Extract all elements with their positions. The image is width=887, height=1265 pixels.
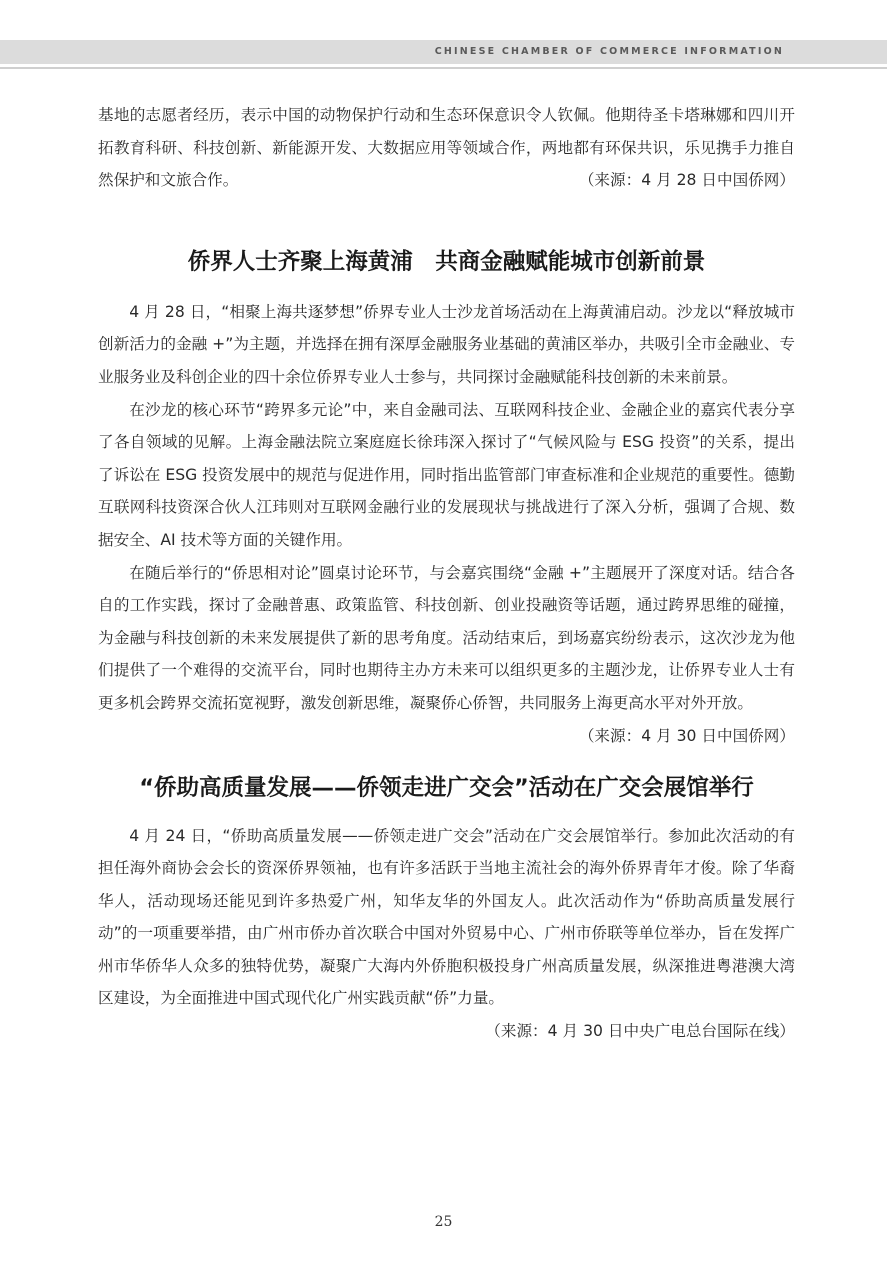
page-number: 25 bbox=[434, 1214, 453, 1230]
article1-title: 侨界人士齐聚上海黄浦 共商金融赋能城市创新前景 bbox=[187, 248, 706, 275]
article1-paragraph-2: 在沙龙的核心环节“跨界多元论”中，来自金融司法、互联网科技企业、金融企业的嘉宾代表分享了各自领域的见解。上海金融法院立案庭庭长徐玮深入探讨了“气候风险与 ESG 投资”的关系，提出了诉讼在 ESG 投资发展中的规范与促进作用，同时指出监管部门审查标准和企业规范的重要性。德勤互联网科技资深合伙人江玮则对互联网金融行业的发展现状与挑战进行了深入分析，强调了合规、数据安全、AI 技术等方面的关键作用。 bbox=[98, 400, 795, 549]
intro-text: 基地的志愿者经历，表示中国的动物保护行动和生态环保意识令人钦佩。他期待圣卡塔琳娜和四川开拓教育科研、科技创新、新能源开发、大数据应用等领域合作，两地都有环保共识，乐见携手力推自然保护和文旅合作。 bbox=[98, 106, 795, 190]
page-content bbox=[98, 99, 795, 1048]
article2-title: “侨助高质量发展——侨领走进广交会”活动在广交会展馆举行 bbox=[139, 774, 754, 801]
header-divider bbox=[0, 67, 887, 69]
article1-source: （来源：4 月 30 日中国侨网） bbox=[578, 726, 795, 745]
intro-source: （来源：4 月 28 日中国侨网） bbox=[578, 171, 795, 190]
intro-paragraph bbox=[98, 99, 795, 197]
header-banner-text: CHINESE CHAMBER OF COMMERCE INFORMATION bbox=[434, 46, 784, 57]
article1-paragraph-3-text: 在随后举行的“侨思相对论”圆桌讨论环节，与会嘉宾围绕“金融 +”主题展开了深度对话。结合各自的工作实践，探讨了金融普惠、政策监管、科技创新、创业投融资等话题，通过跨界思维的碰撞，为金融与科技创新的未来发展提供了新的思考角度。活动结束后，到场嘉宾纷纷表示，这次沙龙为他们提供了一个难得的交流平台，同时也期待主办方未来可以组织更多的主题沙龙，让侨界专业人士有更多机会跨界交流拓宽视野，激发创新思维，凝聚侨心侨智，共同服务上海更高水平对外开放。 bbox=[98, 563, 795, 712]
article2-paragraph-1 bbox=[98, 820, 795, 1041]
article2-source: （来源：4 月 30 日中央广电总台国际在线） bbox=[485, 1022, 795, 1041]
article1-paragraph-1: 4 月 28 日，“相聚上海共逐梦想”侨界专业人士沙龙首场活动在上海黄浦启动。沙龙以“释放城市创新活力的金融 +”为主题，并选择在拥有深厚金融服务业基础的黄浦区举办，共吸引全市金融业、专业服务业及科创企业的四十余位侨界专业人士参与，共同探讨金融赋能科技创新的未来前景。 bbox=[98, 302, 795, 386]
article1-paragraph-3 bbox=[98, 557, 795, 745]
article2-paragraph-1-text: 4 月 24 日，“侨助高质量发展——侨领走进广交会”活动在广交会展馆举行。参加此次活动的有担任海外商协会会长的资深侨界领袖，也有许多活跃于当地主流社会的海外侨界青年才俊。除了华裔华人，活动现场还能见到许多热爱广州，知华友华的外国友人。此次活动作为“侨助高质量发展行动”的一项重要举措，由广州市侨办首次联合中国对外贸易中心、广州市侨联等单位举办，旨在发挥广州市华侨华人众多的独特优势，凝聚广大海内外侨胞积极投身广州高质量发展，纵深推进粤港澳大湾区建设，为全面推进中国式现代化广州实践贡献“侨”力量。 bbox=[98, 826, 795, 1008]
